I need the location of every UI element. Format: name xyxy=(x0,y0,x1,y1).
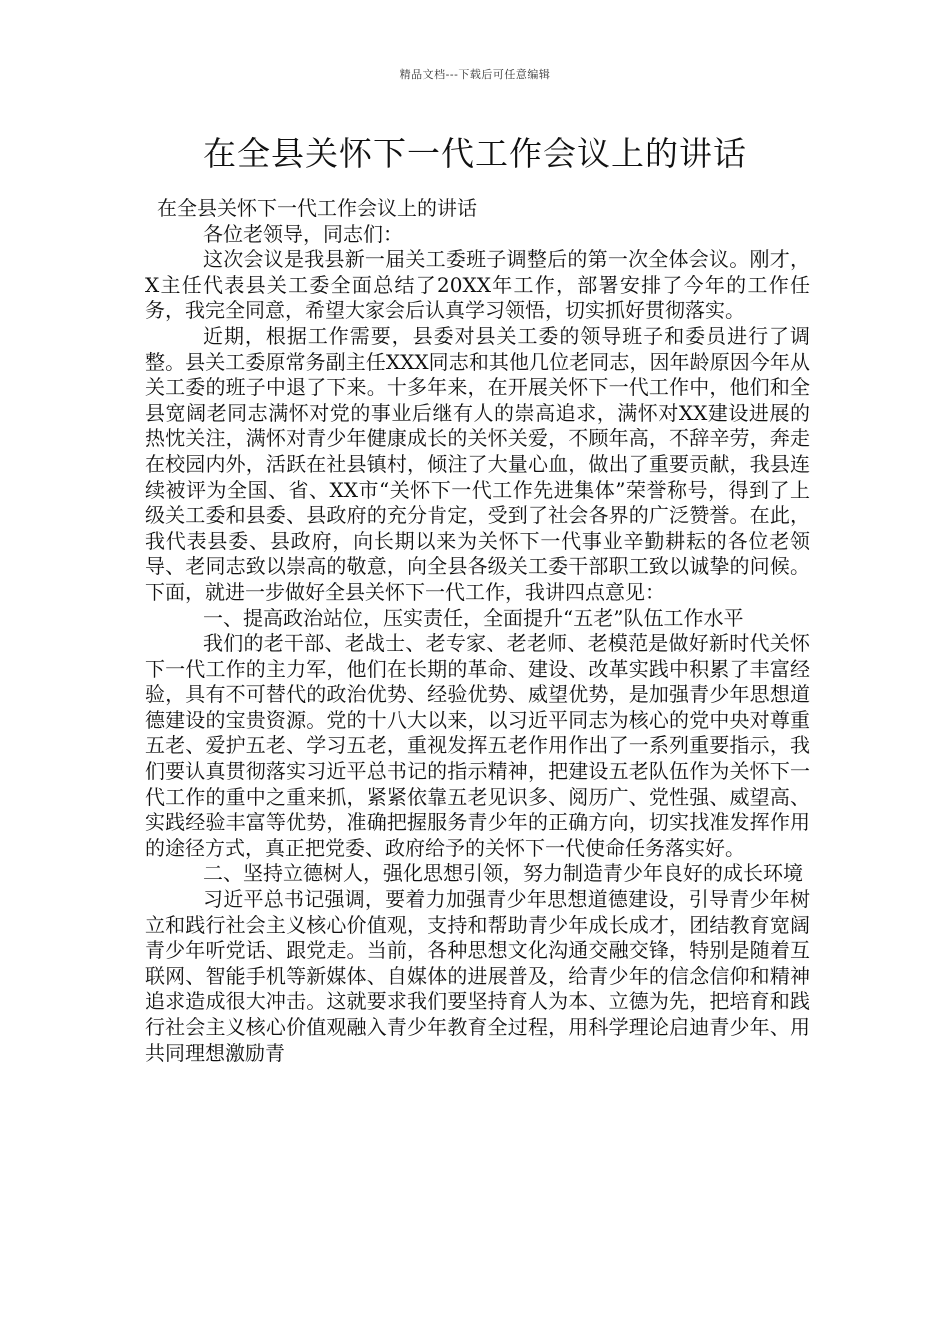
header-note: 精品文档---下载后可任意编辑 xyxy=(399,68,551,81)
section-heading-1: 一、提高政治站位，压实责任，全面提升“五老”队伍工作水平 xyxy=(203,605,744,630)
speech-subtitle: 在全县关怀下一代工作会议上的讲话 xyxy=(157,196,477,220)
paragraph-adjustment: 近期，根据工作需要，县委对县关工委的领导班子和委员进行了调整。县关工委原常务副主任XXX同志和其他几位老同志，因年龄原因今年从关工委的班子中退了下来。十多年来，在开展关怀下一代工作中，他们和全县宽阔老同志满怀对党的事业后继有人的崇高追求，满怀对XX建设进展的热忱关注，满怀对青少年健康成长的关怀关爱，不顾年高，不辞辛劳，奔走在校园内外，活跃在社县镇村，倾注了大量心血，做出了重要贡献，我县连续被评为全国、省、XX市“关怀下一代工作先进集体”荣誉称号，得到了上级关工委和县委、县政府的充分肯定，受到了社会各界的广泛赞誉。在此，我代表县委、县政府，向长期以来为关怀下一代事业辛勤耕耘的各位老领导、老同志致以崇高的敬意，向全县各级关工委干部职工致以诚挚的问候。下面，就进一步做好全县关怀下一代工作，我讲四点意见： xyxy=(145,323,810,604)
salutation: 各位老领导，同志们： xyxy=(203,221,403,246)
document-title: 在全县关怀下一代工作会议上的讲话 xyxy=(203,134,747,173)
section-heading-2: 二、坚持立德树人，强化思想引领，努力制造青少年良好的成长环境 xyxy=(203,861,803,886)
document-body xyxy=(145,196,810,1066)
paragraph-section-1: 我们的老干部、老战士、老专家、老老师、老模范是做好新时代关怀下一代工作的主力军，他们在长期的革命、建设、改革实践中积累了丰富经验，具有不可替代的政治优势、经验优势、威望优势，是加强青少年思想道德建设的宝贵资源。党的十八大以来，以习近平同志为核心的党中央对尊重五老、爱护五老、学习五老，重视发挥五老作用作出了一系列重要指示，我们要认真贯彻落实习近平总书记的指示精神，把建设五老队伍作为关怀下一代工作的重中之重来抓，紧紧依靠五老见识多、阅历广、党性强、威望高、实践经验丰富等优势，准确把握服务青少年的正确方向，切实找准发挥作用的途径方式，真正把党委、政府给予的关怀下一代使命任务落实好。 xyxy=(145,631,810,860)
paragraph-section-2: 习近平总书记强调，要着力加强青少年思想道德建设，引导青少年树立和践行社会主义核心价值观，支持和帮助青少年成长成才，团结教育宽阔青少年听党话、跟党走。当前，各种思想文化沟通交融交锋，特别是随着互联网、智能手机等新媒体、自媒体的进展普及，给青少年的信念信仰和精神追求造成很大冲击。这就要求我们要坚持育人为本、立德为先，把培育和践行社会主义核心价值观融入青少年教育全过程，用科学理论启迪青少年、用共同理想激励青 xyxy=(145,887,810,1065)
paragraph-opening: 这次会议是我县新一届关工委班子调整后的第一次全体会议。刚才，X主任代表县关工委全面总结了20XX年工作，部署安排了今年的工作任务，我完全同意，希望大家会后认真学习领悟，切实抓好贯彻落实。 xyxy=(145,247,810,323)
